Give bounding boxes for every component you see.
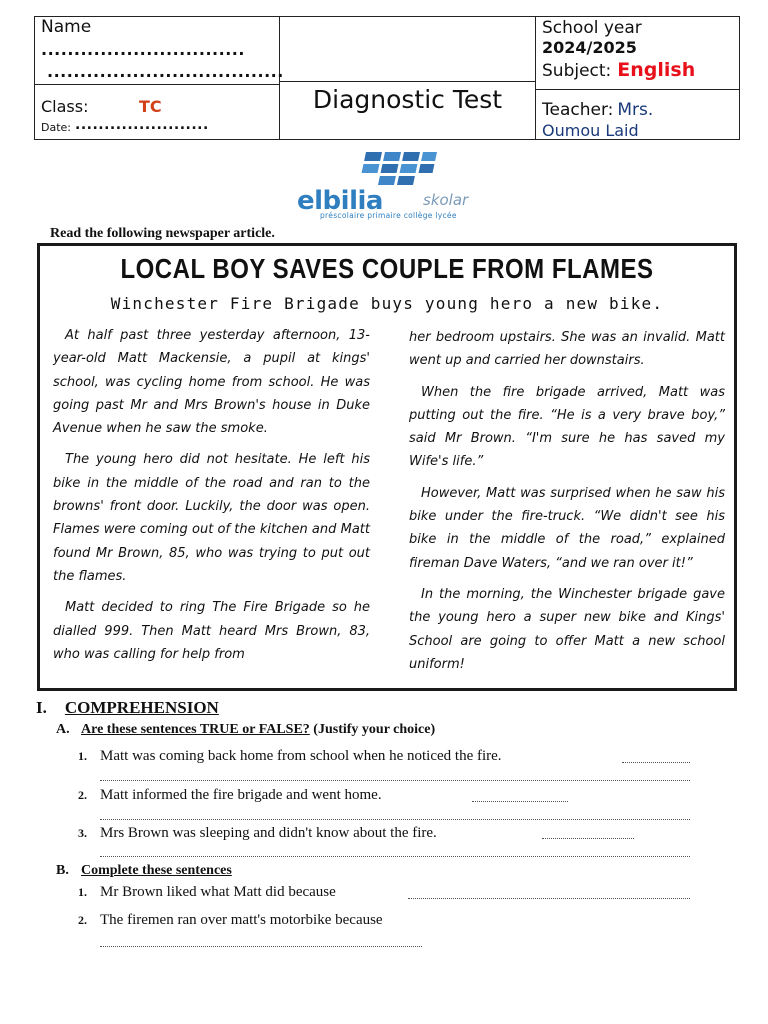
subsection-note: (Justify your choice) xyxy=(313,722,436,737)
article-column-right xyxy=(409,326,725,684)
subject-value: English xyxy=(617,59,696,81)
answer-line[interactable] xyxy=(100,946,422,947)
question-number: 1. xyxy=(78,749,87,763)
class-label: Class: xyxy=(41,97,89,116)
header-table xyxy=(34,16,740,140)
question-text: Matt informed the fire brigade and went home. xyxy=(100,787,382,803)
reading-instruction: Read the following newspaper article. xyxy=(50,226,275,241)
question-item xyxy=(78,884,336,901)
question-item xyxy=(78,748,502,765)
title-cell xyxy=(280,17,536,139)
subsection-b-heading xyxy=(56,863,232,879)
answer-line[interactable] xyxy=(622,762,690,763)
name-field-line-1[interactable]: ............................... xyxy=(41,40,245,59)
article-paragraph: In the morning, the Winchester brigade gave the young hero a super new bike and Kings' School are going to offer Matt a new school uniform! xyxy=(409,586,725,672)
subsection-letter: B. xyxy=(56,863,69,878)
cell-divider xyxy=(536,89,739,90)
article-paragraph: However, Matt was surprised when he saw his bike under the fire-truck. “We didn't see his bike in the middle of the road,” explained fireman Dave Waters, “and we ran over it!” xyxy=(409,485,725,571)
question-number: 2. xyxy=(78,913,87,927)
answer-line[interactable] xyxy=(100,856,690,857)
question-number: 1. xyxy=(78,885,87,899)
page-title: Diagnostic Test xyxy=(312,85,503,114)
name-label: Name xyxy=(41,17,92,37)
question-number: 2. xyxy=(78,788,87,802)
answer-line[interactable] xyxy=(408,898,690,899)
article-paragraph: The young hero did not hesitate. He left his bike in the middle of the road and ran to the browns' front door. Luckily, the door was open. Flames were coming out of the kitchen and Matt found Mr Brown, 85, who was trying to put out the flames. xyxy=(53,452,370,584)
class-value: TC xyxy=(139,97,162,116)
article-paragraph: Matt decided to ring The Fire Brigade so he dialled 999. Then Matt heard Mrs Brown, 83, who was calling for help from xyxy=(53,600,370,662)
date-field[interactable]: ....................... xyxy=(75,117,209,133)
article-headline: LOCAL BOY SAVES COUPLE FROM FLAMES xyxy=(120,253,654,285)
name-field-line-2[interactable]: .................................... xyxy=(47,62,284,81)
teacher-row xyxy=(542,100,653,120)
school-year-label: School year xyxy=(542,18,642,38)
logo-brand-suffix: skolar xyxy=(423,191,469,209)
student-info-cell xyxy=(35,17,284,139)
question-text: Mr Brown liked what Matt did because xyxy=(100,884,336,900)
answer-line[interactable] xyxy=(472,801,568,802)
teacher-name-title: Mrs. xyxy=(617,100,654,120)
article-paragraph: At half past three yesterday afternoon, 13-year-old Matt Mackensie, a pupil at kings' school, was cycling home from school. He was going past Mr and Mrs Brown's house in Duke Avenue when he saw the smoke. xyxy=(53,328,370,437)
answer-line[interactable] xyxy=(100,780,690,781)
course-info-cell xyxy=(536,17,739,139)
article-paragraph: When the fire brigade arrived, Matt was putting out the fire. “He is a very brave boy,” said Mr Brown. “I'm sure he has saved my Wife's life.” xyxy=(409,384,725,470)
teacher-label: Teacher: xyxy=(542,100,614,120)
subject-row xyxy=(542,59,695,81)
answer-line[interactable] xyxy=(542,838,634,839)
question-number: 3. xyxy=(78,826,87,840)
subsection-a-heading xyxy=(56,722,435,738)
question-text: Mrs Brown was sleeping and didn't know about the fire. xyxy=(100,825,437,841)
date-label: Date: xyxy=(41,121,71,134)
subsection-letter: A. xyxy=(56,722,70,737)
cell-divider xyxy=(35,84,279,85)
logo-brand: elbilia xyxy=(297,186,383,216)
question-text: The firemen ran over matt's motorbike because xyxy=(100,912,383,928)
teacher-name: Oumou Laid xyxy=(542,121,639,140)
section-heading xyxy=(36,698,219,718)
question-item xyxy=(78,825,437,842)
question-item xyxy=(78,912,383,929)
subsection-title: Complete these sentences xyxy=(81,863,232,878)
cell-divider xyxy=(280,81,535,82)
logo-grid-icon xyxy=(280,150,510,190)
question-item xyxy=(78,787,382,804)
school-year-value: 2024/2025 xyxy=(542,38,637,57)
section-numeral: I. xyxy=(36,698,47,717)
subsection-title: Are these sentences TRUE or FALSE? xyxy=(81,722,310,737)
section-title: COMPREHENSION xyxy=(64,698,219,717)
subject-label: Subject: xyxy=(542,61,612,81)
answer-line[interactable] xyxy=(100,819,690,820)
article-column-left xyxy=(53,324,370,674)
question-text: Matt was coming back home from school when he noticed the fire. xyxy=(100,748,502,764)
article-paragraph: her bedroom upstairs. She was an invalid. Matt went up and carried her downstairs. xyxy=(409,330,725,369)
school-logo xyxy=(280,150,510,220)
logo-tagline: préscolaire primaire collège lycée xyxy=(320,211,457,220)
article-subheadline: Winchester Fire Brigade buys young hero a new bike. xyxy=(110,294,664,313)
newspaper-article xyxy=(37,243,737,691)
